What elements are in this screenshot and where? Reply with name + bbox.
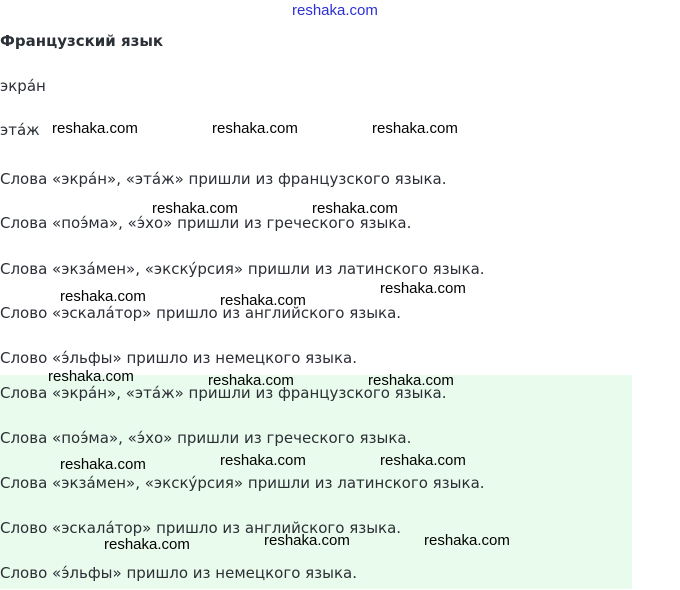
watermark: reshaka.com xyxy=(220,292,306,309)
answer-line: Слово «эскала́тор» пришло из английского языка. xyxy=(0,519,402,537)
statement-line: Слова «экра́н», «эта́ж» пришли из французского языка. xyxy=(0,170,447,188)
page-title: Французский язык xyxy=(0,32,164,50)
statement-line: Слова «экза́мен», «экску́рсия» пришли из латинского языка. xyxy=(0,260,485,278)
statement-line: Слова «поэ́ма», «э́хо» пришли из греческого языка. xyxy=(0,214,412,232)
watermark: reshaka.com xyxy=(60,456,146,473)
watermark: reshaka.com xyxy=(152,200,238,217)
watermark: reshaka.com xyxy=(424,532,510,549)
statement-line: Слово «э́льфы» пришло из немецкого языка. xyxy=(0,349,358,367)
watermark: reshaka.com xyxy=(380,452,466,469)
site-header-link[interactable]: reshaka.com xyxy=(292,2,378,19)
watermark: reshaka.com xyxy=(368,372,454,389)
word-item: эта́ж xyxy=(0,121,40,139)
watermark: reshaka.com xyxy=(104,536,190,553)
statement-line: Слово «эскала́тор» пришло из английского языка. xyxy=(0,304,402,322)
watermark: reshaka.com xyxy=(372,120,458,137)
answer-line: Слова «экза́мен», «экску́рсия» пришли из латинского языка. xyxy=(0,474,485,492)
watermark: reshaka.com xyxy=(48,368,134,385)
watermark: reshaka.com xyxy=(380,280,466,297)
watermark: reshaka.com xyxy=(220,452,306,469)
watermark: reshaka.com xyxy=(208,372,294,389)
watermark: reshaka.com xyxy=(312,200,398,217)
watermark: reshaka.com xyxy=(264,532,350,549)
watermark: reshaka.com xyxy=(60,288,146,305)
answer-line: Слова «поэ́ма», «э́хо» пришли из греческого языка. xyxy=(0,429,412,447)
answer-line: Слова «экра́н», «эта́ж» пришли из французского языка. xyxy=(0,384,447,402)
answer-line: Слово «э́льфы» пришло из немецкого языка. xyxy=(0,564,358,582)
word-item: экра́н xyxy=(0,77,46,95)
watermark: reshaka.com xyxy=(212,120,298,137)
watermark: reshaka.com xyxy=(52,120,138,137)
